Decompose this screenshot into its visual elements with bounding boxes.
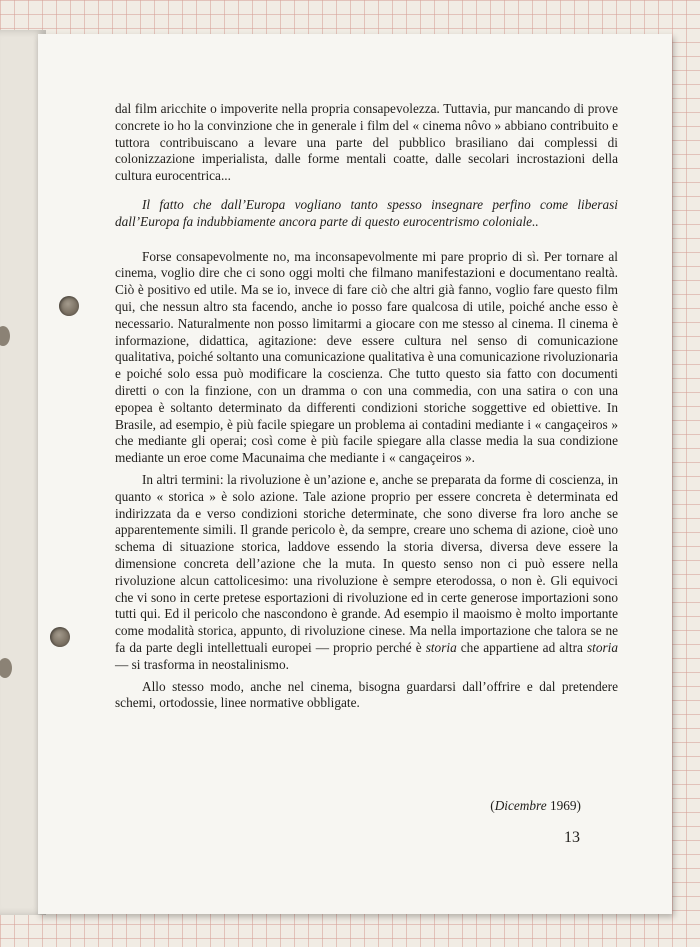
punch-hole [50, 627, 70, 647]
page-number: 13 [564, 829, 580, 846]
paragraph: Allo stesso modo, anche nel cinema, bisogna guardarsi dall’offrire e dal pretendere schemi, ortodossie, linee normative obbligate. [115, 678, 618, 711]
book-page [38, 34, 672, 914]
back-page-punch-hole [0, 658, 12, 678]
paragraph-text: — si trasforma in neostalinismo. [115, 656, 289, 672]
date-line [490, 798, 581, 814]
paragraph-continuation: dal film aricchite o impoverite nella propria consapevolezza. Tuttavia, pur mancando di prove concrete io ho la convinzione che in generale i film del « cinema nôvo » abbiano contribuito e tuttora contribuiscano a levare una parte del pubblico brasiliano dai complessi di colonizzazione imperialista, dalle forme mentali coatte, dalle secolari incrostazioni della cultura eurocentrica... [115, 101, 618, 184]
emphasis: storia [425, 639, 457, 655]
back-page-punch-hole [0, 326, 10, 346]
punch-hole [59, 296, 79, 316]
date-open: ( [490, 798, 495, 813]
paragraph-text: che appartiene ad altra [456, 639, 587, 655]
page-body [115, 101, 618, 712]
paragraph [115, 472, 618, 674]
emphasis: storia [586, 639, 618, 655]
paragraph-text: In altri termini: la rivoluzione è un’azione e, anche se preparata da forme di coscienza, in quanto « storica » è solo azione. Tale azione proprio per essere concreta è determinata ed indirizzata da e verso condizioni storiche determinate, che sono diverse fra loro anche se apparentemente simili. Il grande pericolo è, da sempre, creare uno schema di azione, cioè uno schema di situazione storica, laddove essendo la storia diversa, diversa deve essere la dimensione concreta dell’azione che la muta. In questo senso non ci può essere nella rivoluzione alcun cattolicesimo: una rivoluzione è sempre eterodossa, o non è. Gli equivoci che vi sono in certe pretese esportazioni di rivoluzione ed in certe generose importazioni sono tutti qui. Ed il pericolo che nascondono è grande. Ad esempio il maoismo è molto importante come modalità storica, appunto, di rivoluzione cinese. Ma nella importazione che talora se ne fa da parte degli intellettuali europei — proprio perché è [115, 471, 618, 655]
date-month: Dicembre [494, 798, 547, 813]
interview-question: Il fatto che dall’Europa vogliano tanto spesso insegnare perfino come liberasi dall’Europa fa indubbiamente ancora parte di questo eurocentrismo coloniale.. [115, 196, 618, 229]
date-year: 1969) [546, 798, 581, 813]
paragraph: Forse consapevolmente no, ma inconsapevolmente mi pare proprio di sì. Per tornare al cinema, voglio dire che ci sono oggi molti che filmano manifestazioni e documentano realtà. Ciò è positivo ed utile. Ma se io, invece di fare ciò che altri già fanno, voglio fare questo film qui, che nessun altro sta facendo, anche io posso fare qualcosa di utile, poiché anche esso è necessario. Naturalmente non posso limitarmi a giocare con me stesso al cinema. Il cinema è informazione, didattica, agitazione: deve essere cultura nel senso di comunicazione qualitativa, poiché soltanto una comunicazione qualitativa è una comunicazione rivoluzionaria e poiché solo essa può modificare la coscienza. Che tutto questo sia fatto con documenti diretti o con la finzione, con un dramma o con una commedia, con una satira o con una epopea è soltanto determinato da differenti condizioni storiche soggettive ed obiettive. In Brasile, ad esempio, è più facile spiegare un problema ai contadini mediante i « cangaçeiros » che mediante gli operai; così come è più facile spiegare alla classe media la sua condizione mediante un eroe come Macunaima che mediante i « cangaçeiros ». [115, 248, 618, 466]
